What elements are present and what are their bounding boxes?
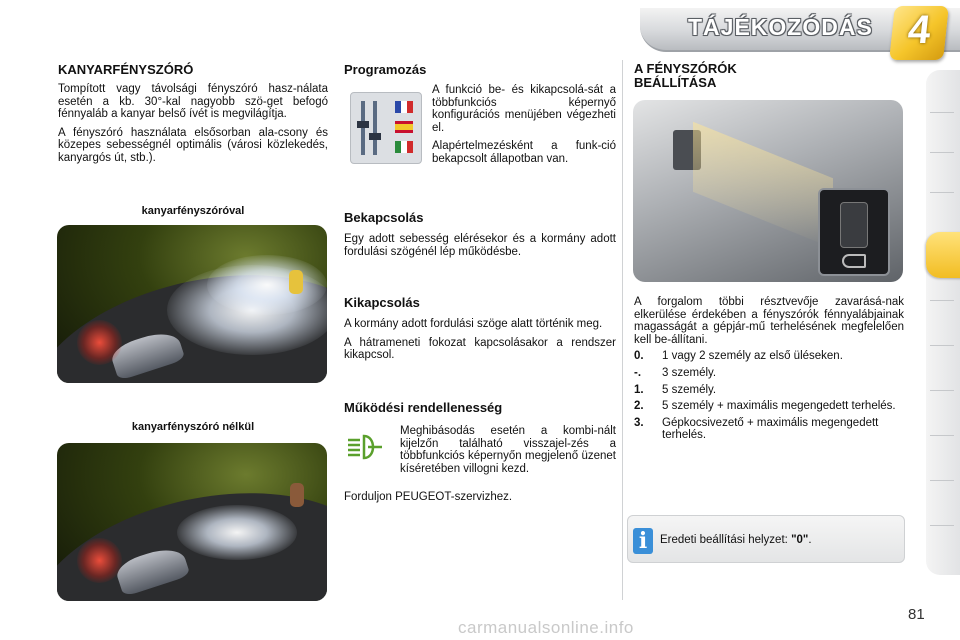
list-key: 2. [634,400,644,413]
info-tail: . [808,534,812,546]
tab-divider [930,345,954,346]
tab-divider [930,480,954,481]
section-title-cornering-light: KANYARFÉNYSZÓRÓ [58,62,194,77]
left-column [58,62,328,165]
photo-without-cornering-light [57,443,327,601]
cyclist-icon [290,483,304,507]
info-text [660,534,812,546]
tab-divider [930,390,954,391]
list-text: Gépkocsivezető + maximális megengedett terhelés. [662,416,879,442]
list-key: 3. [634,416,644,429]
fault-section [344,400,616,415]
paragraph: Alapértelmezésként a funk-ció bekapcsolt állapotban van. [432,140,616,165]
tab-divider [930,112,954,113]
right-column [634,62,904,90]
paragraph: Meghibásodás esetén a kombi-nált kijelzőn található visszajel-zés a többfunkciós képernyőn megjelenő üzenet kíséretében villogni kezd. [400,425,616,475]
section-title-fault: Működési rendellenesség [344,400,503,415]
tab-divider [930,435,954,436]
caption-without: kanyarfényszóró nélkül [131,421,255,433]
section-title-switch-off: Kikapcsolás [344,295,420,310]
list-key: -. [634,366,642,379]
watermark: carmanualsonline.info [458,618,634,637]
list-item [634,384,904,397]
fault-text [400,425,616,475]
paragraph: Egy adott sebesség elérésekor és a kormány adott fordulási szögénél lép működésbe. [344,233,616,258]
load-position-list [634,350,904,442]
photo-with-cornering-light [57,225,327,383]
list-item [634,367,904,380]
list-text: 5 személy + maximális megengedett terhelés. [662,400,896,413]
list-item [634,400,904,413]
tab-divider [930,525,954,526]
settings-screen-icon [350,92,422,164]
programming-text [432,84,616,166]
info-box [627,515,905,563]
chapter-number: 4 [905,8,933,52]
adjustment-text [634,296,904,442]
cyclist-icon [289,270,303,294]
list-key: 1. [634,383,644,396]
list-text: 5 személy. [662,383,717,396]
tab-chapter-4[interactable] [926,232,960,278]
list-item [634,417,904,442]
list-text: 3 személy. [662,366,717,379]
paragraph: A hátrameneti fokozat kapcsolásakor a rendszer kikapcsol. [344,336,616,362]
service-note [344,491,616,504]
list-item [634,350,904,363]
page-number: 81 [908,606,925,623]
section-title-programming: Programozás [344,62,427,77]
paragraph: A forgalom többi résztvevője zavarásá-nak elkerülése érdekében a fényszórók fénnyalábjainak magasságát a gépjár-mű terhelésének megfelelően kell be-állítani. [634,296,904,346]
section-title-headlamp-adjustment: A FÉNYSZÓRÓK BEÁLLÍTÁSA [634,61,737,90]
cornering-light-warning-icon [346,432,386,462]
info-icon: i [633,528,653,554]
paragraph: Tompított vagy távolsági fényszóró hasz-nálata esetén a kb. 30°-kal nagyobb szö-get befogó fénnyaláb a kanyar belső ívét is megvilágítja. [58,83,328,121]
info-value: "0" [791,534,809,546]
chapter-badge [889,6,949,60]
tab-divider [930,152,954,153]
side-tabs [926,70,960,575]
paragraph: Forduljon PEUGEOT-szervizhez. [344,491,513,503]
info-label: Eredeti beállítási helyzet: [660,534,788,546]
list-key: 0. [634,350,644,363]
page-title: TÁJÉKOZÓDÁS [688,14,873,40]
section-title-switch-on: Bekapcsolás [344,210,424,225]
tab-divider [930,192,954,193]
paragraph: A funkció be- és kikapcsolá-sát a többfunkciós képernyő konfigurációs menüjében végezheti el. [432,84,616,134]
headlamp-adjuster-photo [633,100,903,282]
tab-divider [930,300,954,301]
switch-off-section [344,295,616,362]
caption-with: kanyarfényszóróval [141,205,245,217]
column-divider [622,60,623,600]
paragraph: A fényszóró használata elsősorban ala-csony és közepes sebességnél optimális (városi közlekedés, kanyargós út, stb.). [58,126,328,164]
list-text: 1 vagy 2 személy az első üléseken. [662,350,843,363]
paragraph: A kormány adott fordulási szöge alatt történik meg. [344,318,603,330]
switch-on-section [344,210,616,258]
middle-column [344,62,616,77]
